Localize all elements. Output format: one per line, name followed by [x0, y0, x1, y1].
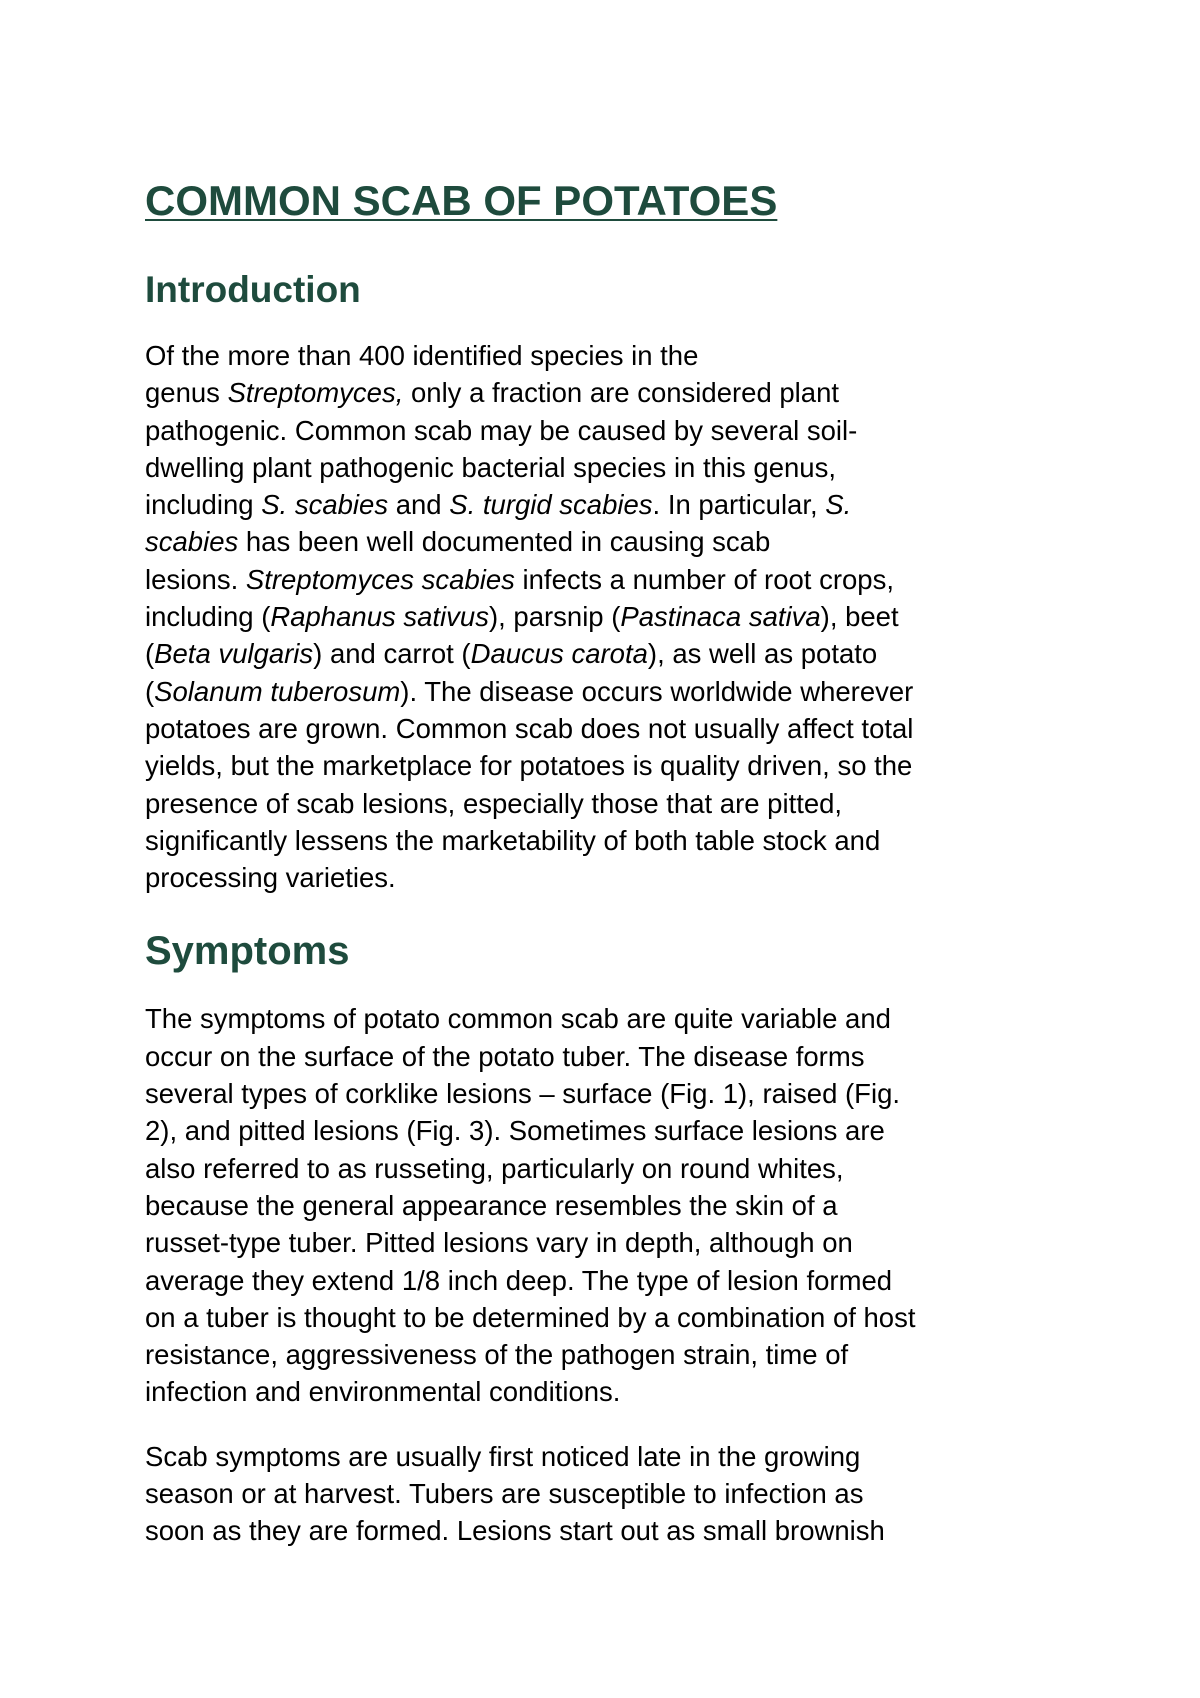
italic-text-run: Solanum tuberosum — [154, 675, 401, 707]
text-run: on a tuber is thought to be determined by a combination of host — [145, 1301, 916, 1333]
text-run: processing varieties. — [145, 862, 396, 894]
symptoms-paragraph-1 — [145, 1000, 1065, 1410]
text-run: average they extend 1/8 inch deep. The type of lesion formed — [145, 1264, 893, 1296]
text-run: season or at harvest. Tubers are susceptible to infection as — [145, 1478, 864, 1510]
text-line — [145, 1038, 1065, 1075]
text-run: several types of corklike lesions – surface (Fig. 1), raised (Fig. — [145, 1078, 901, 1110]
text-line — [145, 1299, 1065, 1336]
text-run: ). The disease occurs worldwide wherever — [400, 675, 914, 707]
text-line — [145, 710, 1065, 747]
text-line — [145, 859, 1065, 896]
document-title: COMMON SCAB OF POTATOES — [145, 177, 778, 224]
text-line — [145, 747, 1065, 784]
text-line — [145, 1475, 1065, 1512]
text-run: The symptoms of potato common scab are quite variable and — [145, 1003, 891, 1035]
text-run: potatoes are grown. Common scab does not usually affect total — [145, 712, 914, 744]
text-run: including — [145, 489, 262, 521]
text-run: because the general appearance resembles the skin of a — [145, 1189, 838, 1221]
italic-text-run: Pastinaca sativa — [620, 601, 821, 633]
text-run: Scab symptoms are usually first noticed late in the growing — [145, 1440, 861, 1472]
text-run: soon as they are formed. Lesions start out as small brownish — [145, 1515, 885, 1547]
text-run: including ( — [145, 601, 271, 633]
text-line — [145, 523, 1065, 560]
text-run: has been well documented in causing scab — [238, 526, 771, 558]
text-line — [145, 486, 1065, 523]
text-run: and — [388, 489, 450, 521]
text-run: Of the more than 400 identified species in the — [145, 340, 699, 371]
text-run: infects a number of root crops, — [514, 563, 894, 595]
text-line — [145, 673, 1065, 710]
text-line — [145, 1438, 1065, 1475]
text-line — [145, 1150, 1065, 1187]
text-line — [145, 1187, 1065, 1224]
italic-text-run: Streptomyces, — [227, 377, 404, 409]
italic-text-run: Raphanus sativus — [270, 601, 489, 633]
section-heading-symptoms: Symptoms — [145, 929, 350, 974]
text-run: infection and environmental conditions. — [145, 1376, 621, 1408]
text-run: yields, but the marketplace for potatoes is quality driven, so the — [145, 750, 913, 782]
text-run: genus — [145, 377, 228, 409]
text-run: ) and carrot ( — [313, 638, 471, 670]
text-line — [145, 1000, 1065, 1037]
symptoms-paragraph-2 — [145, 1438, 1065, 1550]
text-line — [145, 822, 1065, 859]
italic-text-run: Daucus carota — [470, 638, 648, 670]
text-line — [145, 1112, 1065, 1149]
text-run: occur on the surface of the potato tuber. The disease forms — [145, 1040, 865, 1072]
text-line — [145, 1512, 1065, 1549]
text-line — [145, 449, 1065, 486]
text-line — [145, 598, 1065, 635]
text-line — [145, 1224, 1065, 1261]
text-line — [145, 635, 1065, 672]
introduction-paragraph — [145, 337, 1065, 896]
text-run: significantly lessens the marketability of both table stock and — [145, 824, 881, 856]
text-line — [145, 374, 1065, 411]
text-run: also referred to as russeting, particularly on round whites, — [145, 1152, 844, 1184]
document-page — [145, 175, 1065, 1550]
text-run: . In particular, — [652, 489, 826, 521]
text-line — [145, 785, 1065, 822]
text-run: ), parsnip ( — [488, 601, 621, 633]
italic-text-run: Beta vulgaris — [154, 638, 314, 670]
text-run: dwelling plant pathogenic bacterial species in this genus, — [145, 451, 836, 483]
text-run: ( — [145, 638, 155, 670]
text-run: ( — [145, 675, 155, 707]
italic-text-run: S. turgid scabies — [449, 489, 653, 521]
text-line — [145, 1373, 1065, 1410]
italic-text-run: S. scabies — [261, 489, 389, 521]
text-run: ), as well as potato — [647, 638, 878, 670]
text-line — [145, 412, 1065, 449]
text-run: russet-type tuber. Pitted lesions vary in depth, although on — [145, 1227, 853, 1259]
italic-text-run: S. — [825, 489, 852, 521]
text-line — [145, 1336, 1065, 1373]
text-run: lesions. — [145, 563, 246, 595]
text-run: resistance, aggressiveness of the pathogen strain, time of — [145, 1339, 849, 1371]
text-line — [145, 1075, 1065, 1112]
text-run: pathogenic. Common scab may be caused by several soil- — [145, 414, 858, 446]
section-heading-introduction: Introduction — [145, 269, 361, 310]
text-line — [145, 337, 1065, 374]
text-line — [145, 561, 1065, 598]
text-run: ), beet — [820, 601, 899, 633]
italic-text-run: scabies — [145, 526, 239, 558]
italic-text-run: Streptomyces scabies — [245, 563, 515, 595]
text-run: presence of scab lesions, especially those that are pitted, — [145, 787, 843, 819]
text-run: 2), and pitted lesions (Fig. 3). Sometimes surface lesions are — [145, 1115, 885, 1147]
text-line — [145, 1262, 1065, 1299]
text-run: only a fraction are considered plant — [403, 377, 840, 409]
